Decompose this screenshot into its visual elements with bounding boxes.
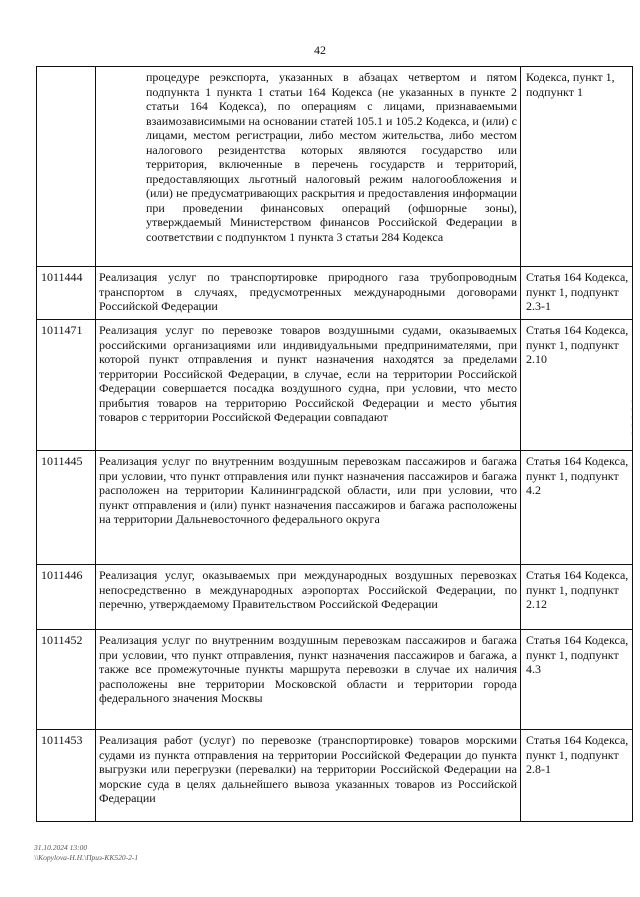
reference-cell: Статья 164 Кодекса, пункт 1, подпункт 2.10	[521, 320, 633, 451]
reference-cell: Кодекса, пункт 1, подпункт 1	[521, 67, 633, 267]
table-row	[37, 730, 633, 822]
table-row	[37, 267, 633, 320]
margin-marks: : : : : :	[631, 399, 633, 437]
reference-cell: Статья 164 Кодекса, пункт 1, подпункт 2.3-1	[521, 267, 633, 320]
table-row	[37, 451, 633, 565]
reference-cell: Статья 164 Кодекса, пункт 1, подпункт 4.3	[521, 630, 633, 730]
document-footer	[34, 843, 138, 863]
description-cell: Реализация услуг по внутренним воздушным перевозкам пассажиров и багажа при условии, что пункт отправления, пункт назначения пассажиров и багажа, а также все промежуточные пункты маршрута перевозки в случае их наличия расположены вне территории Московской области и территории города федерального значения Москвы	[96, 630, 521, 730]
description-cell: Реализация услуг, оказываемых при международных воздушных перевозках непосредственно в международных аэропортах Российской Федерации, по перечню, утверждаемому Правительством Российской Федерации	[96, 565, 521, 630]
page-number: 42	[314, 43, 326, 57]
description-cell: процедуре реэкспорта, указанных в абзацах четвертом и пятом подпункта 1 пункта 1 статьи 164 Кодекса (не указанных в пункте 2 статьи 164 Кодекса), по операциям с лицами, признаваемыми взаимозависимыми на основании статей 105.1 и 105.2 Кодекса, и (или) с лицами, местом регистрации, либо местом жительства, либо местом налогового резидентства которых являются государство или территория, включенные в перечень государств и территорий, предоставляющих льготный налоговый режим налогообложения и (или) не предусматривающих раскрытия и предоставления информации при проведении финансовых операций (офшорные зоны), утверждаемый Министерством финансов Российской Федерации в соответствии с подпунктом 1 пункта 3 статьи 284 Кодекса	[96, 67, 521, 267]
code-cell: 1011452	[37, 630, 96, 730]
table-row	[37, 67, 633, 267]
code-cell	[37, 67, 96, 267]
footer-timestamp: 31.10.2024 13:00	[34, 843, 88, 852]
footer-file-path: \\Kopylova-Н.Н.\Приз-КК520-2-1	[34, 853, 139, 862]
description-cell: Реализация услуг по внутренним воздушным перевозкам пассажиров и багажа при условии, что пункт отправления или пункт назначения пассажиров и багажа расположен на территории Калининградской области, или при условии, что пункт отправления и (или) пункт назначения пассажиров и багажа расположены на территории Дальневосточного федерального округа	[96, 451, 521, 565]
code-cell: 1011444	[37, 267, 96, 320]
code-cell: 1011471	[37, 320, 96, 451]
code-cell: 1011453	[37, 730, 96, 822]
table-row	[37, 565, 633, 630]
table-row	[37, 630, 633, 730]
description-cell: Реализация услуг по транспортировке природного газа трубопроводным транспортом в случаях, предусмотренных международными договорами Российской Федерации	[96, 267, 521, 320]
description-cell: Реализация работ (услуг) по перевозке (транспортировке) товаров морскими судами из пункта отправления на территории Российской Федерации до пункта выгрузки или перегрузки (перевалки) на территории Российской Федерации на морские суда в целях дальнейшего вывоза указанных товаров из Российской Федерации	[96, 730, 521, 822]
codes-table	[36, 66, 633, 822]
reference-cell: Статья 164 Кодекса, пункт 1, подпункт 2.12	[521, 565, 633, 630]
code-cell: 1011446	[37, 565, 96, 630]
description-cell: Реализация услуг по перевозке товаров воздушными судами, оказываемых российскими организациями или индивидуальными предпринимателями, при которой пункт отправления и пункт назначения находятся за пределами территории Российской Федерации, в случае, если на территории Российской Федерации совершается посадка воздушного судна, при условии, что место прибытия товаров на территорию Российской Федерации и место убытия товаров с территории Российской Федерации совпадают	[96, 320, 521, 451]
code-cell: 1011445	[37, 451, 96, 565]
table-row	[37, 320, 633, 451]
reference-cell: Статья 164 Кодекса, пункт 1, подпункт 2.8-1	[521, 730, 633, 822]
reference-cell: Статья 164 Кодекса, пункт 1, подпункт 4.2	[521, 451, 633, 565]
